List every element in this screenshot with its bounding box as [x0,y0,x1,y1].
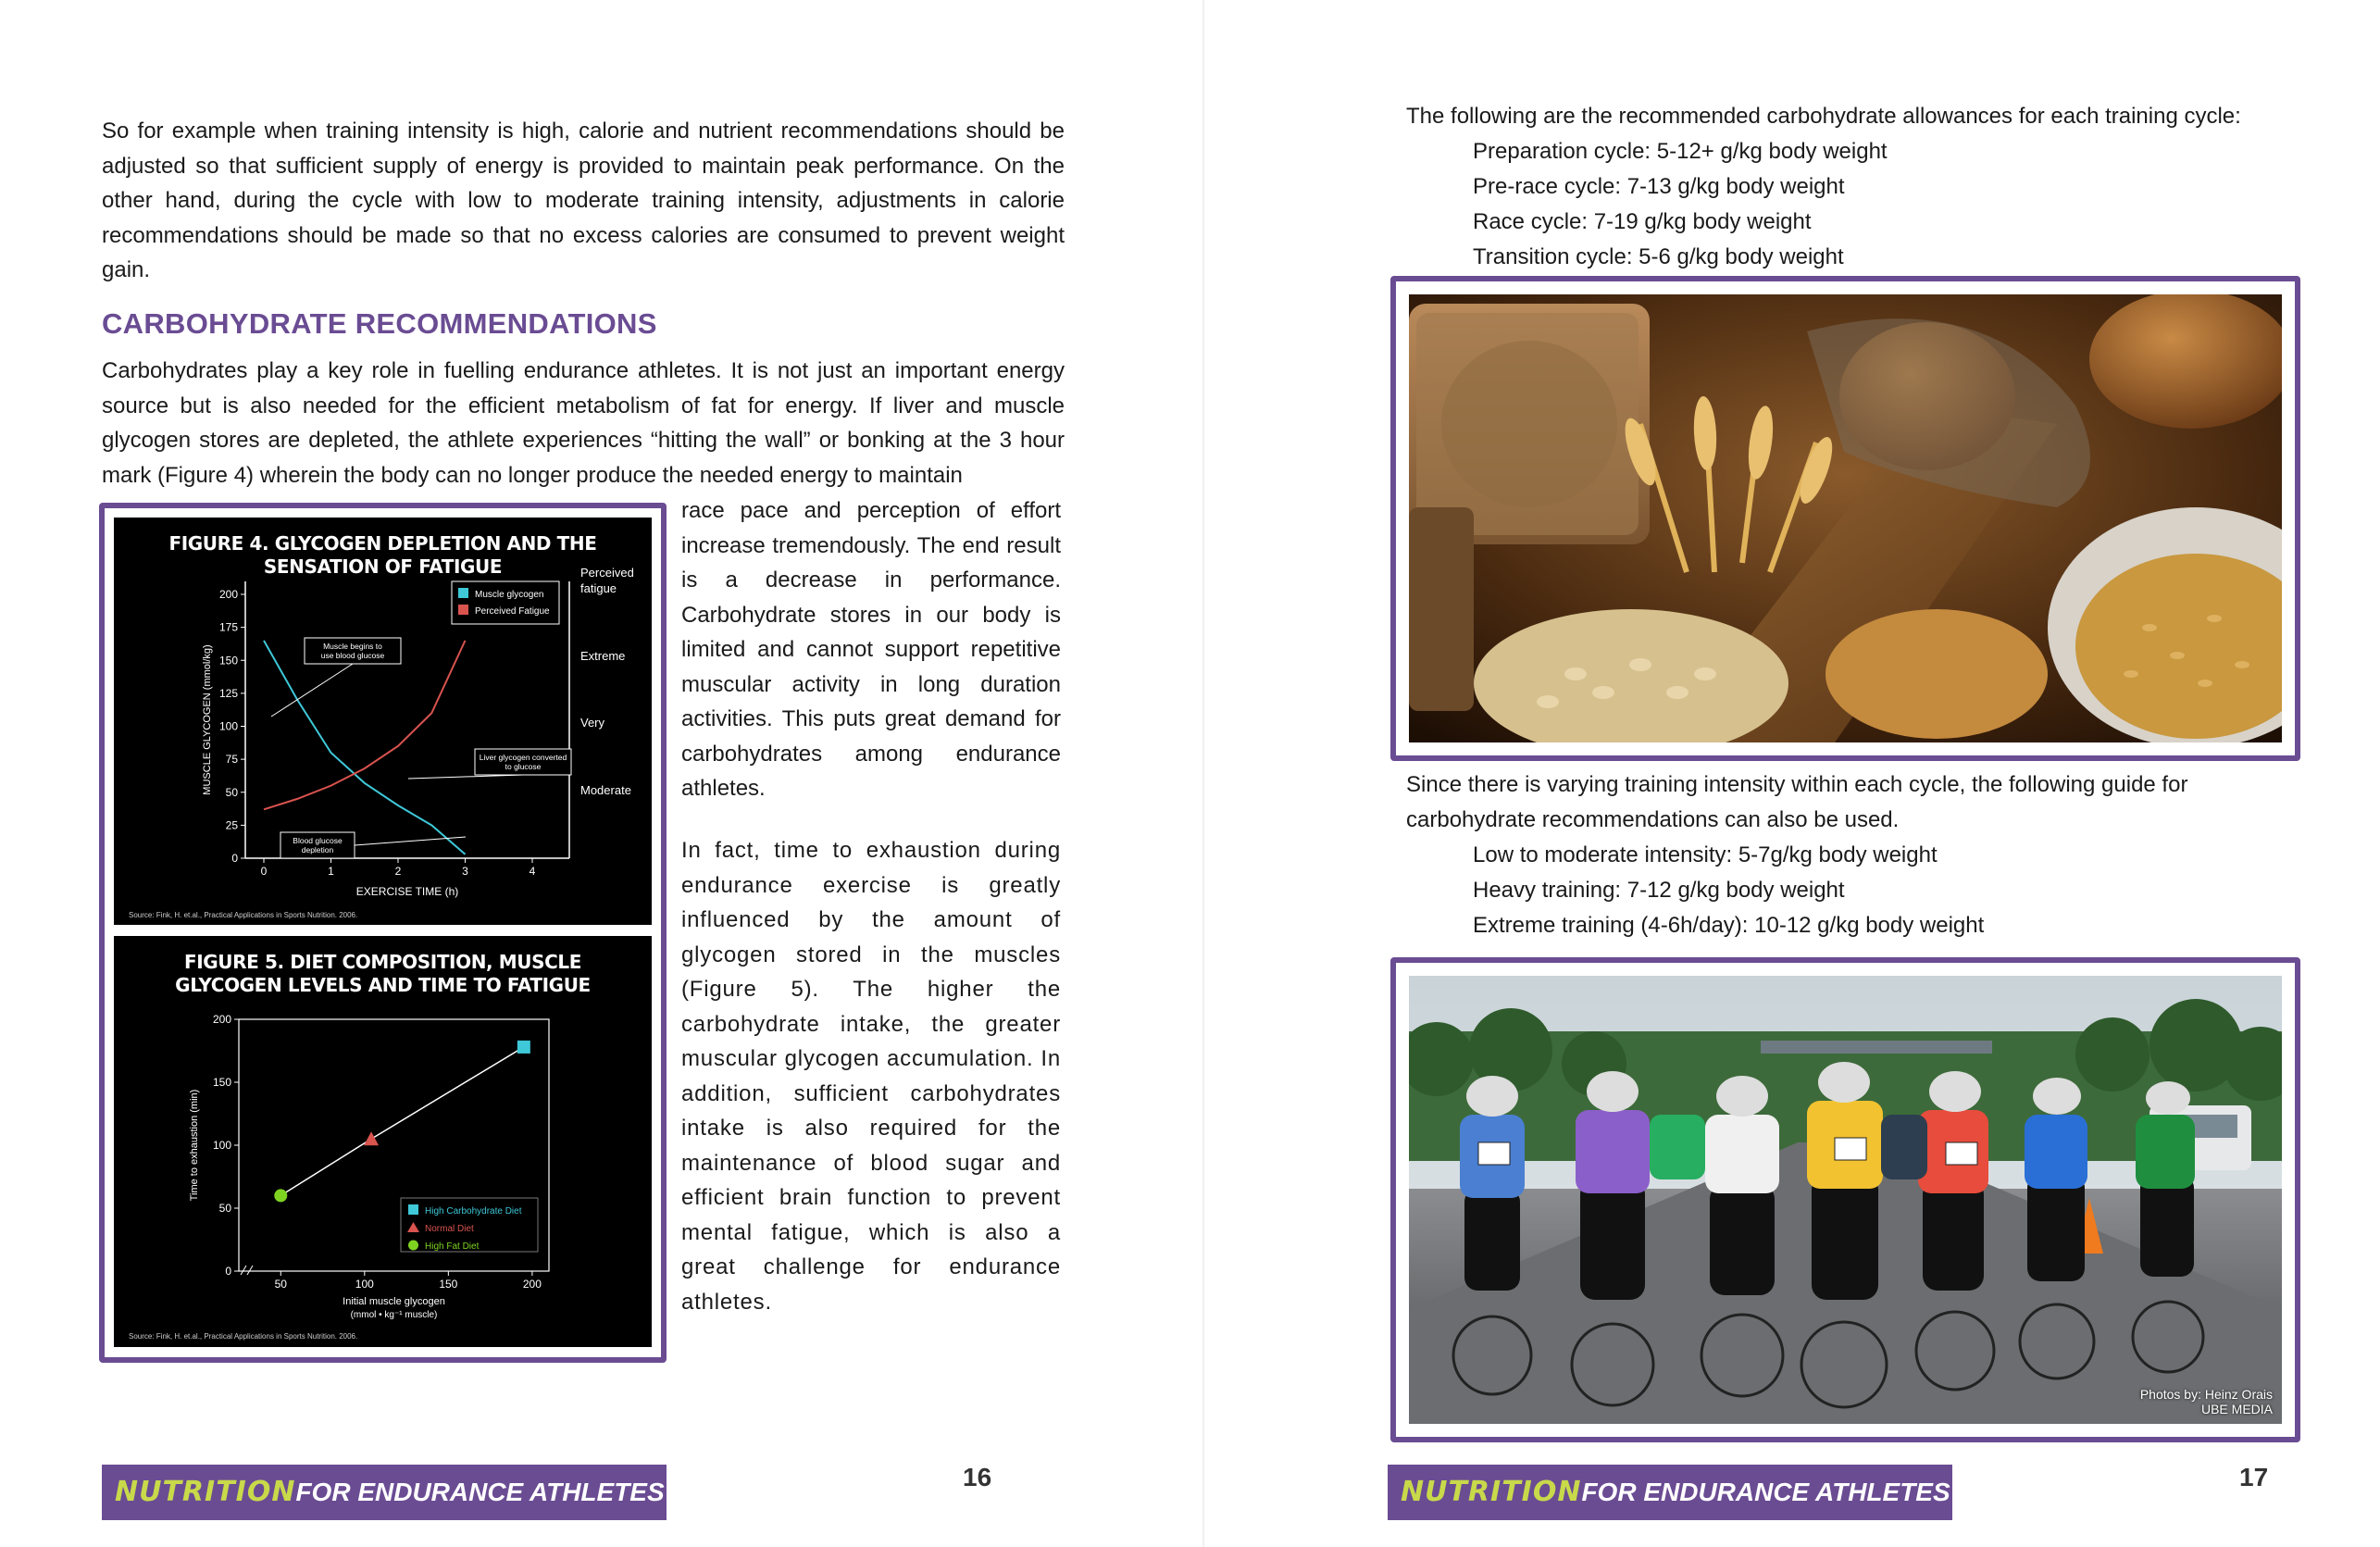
fig5-x-tick-label: 150 [439,1278,458,1291]
allowance-pre-race: Pre-race cycle: 7-13 g/kg body weight [1473,174,1845,199]
fig5-y-tick-label: 200 [212,1013,231,1026]
guide-extreme: Extreme training (4-6h/day): 10-12 g/kg body weight [1473,913,1985,938]
fig5-x-tick-label: 200 [522,1278,542,1291]
fig4-annotation-text: Muscle begins to use blood glucose [320,642,385,660]
fig5-point-normal [364,1131,379,1145]
figure-4-chart [114,518,652,925]
fig5-y-tick-label: 100 [212,1139,231,1152]
fig5-point-high-carb [517,1041,530,1054]
bread-photo-frame [1390,276,2300,761]
figure-4 [114,518,652,925]
guide-heavy: Heavy training: 7-12 g/kg body weight [1473,878,1845,903]
fig4-y-tick-label: 25 [225,818,238,832]
fig5-point-high-fat [274,1189,287,1202]
fig4-series-line [264,641,466,855]
fig5-y-axis-label: Time to exhaustion (min) [189,1089,200,1202]
carb-paragraph-top: Carbohydrates play a key role in fuelling endurance athletes. It is not just an important energy source but is also needed for the efficient metabolism of fat for energy. If liver and muscle glycogen stores are depleted, the athlete experiences “hitting the wall” or bonking at the 3 hour mark (Figure 4) wherein the body can no longer produce the needed energy to maintain [102,358,1065,488]
fig4-x-tick-label: 1 [328,865,334,878]
cyclists-photo [1409,976,2282,1424]
fig5-legend-label: Normal Diet [425,1224,474,1234]
right-page [1204,0,2380,1547]
fig5-x-tick-label: 100 [355,1278,374,1291]
figures-frame [99,503,667,1363]
figure-5-source: Source: Fink, H. et.al., Practical Applications in Sports Nutrition. 2006. [129,1332,358,1341]
footer-brand [115,1476,665,1508]
brand-rest-right: FOR ENDURANCE ATHLETES [1581,1478,1950,1506]
fig4-legend-swatch [458,588,468,598]
fig4-right-tick-label: Very [580,716,605,730]
cyclists-photo-frame [1390,957,2300,1442]
fig4-legend-label: Muscle glycogen [475,590,544,600]
footer-brand-right [1401,1476,1950,1508]
guide-low-moderate: Low to moderate intensity: 5-7g/kg body weight [1473,842,1938,867]
fig4-y-tick-label: 50 [225,785,238,799]
carb-paragraph-side: race pace and perception of effort increase tremendously. The end result is a decrease in performance. Carbohydrate stores in our body is limited and cannot support repetitive muscular activity in long duration activities. This puts great demand for carbohydrates among endurance athletes. [681,498,1061,801]
fig4-annotation-text: Blood glucose depletion [293,836,343,855]
bread-grains-image [1409,294,2282,742]
brand-rest: FOR ENDURANCE ATHLETES [295,1478,665,1506]
photo-credit [2140,1387,2273,1416]
allowance-race: Race cycle: 7-19 g/kg body weight [1473,209,1812,234]
figure-5-title: FIGURE 5. DIET COMPOSITION, MUSCLE GLYCOGEN LEVELS AND TIME TO FATIGUE [175,951,591,996]
fig4-annotation-pointer [271,664,353,717]
fig4-y-tick-label: 150 [218,654,238,667]
exhaustion-paragraph: In fact, time to exhaustion during endurance exercise is greatly influenced by the amount of glycogen stored in the muscles (Figure 5). The higher the carbohydrate intake, the greater muscular glycogen accumulation. In addition, sufficient carbohydrates intake is also required for the maintenance of blood sugar and efficient brain function to prevent mental fatigue, which is also a great challenge for endurance athletes. [681,838,1061,1315]
bread-grains-photo [1409,294,2282,742]
fig4-right-axis-label-2: fatigue [580,581,617,595]
fig5-trend-line [280,1047,524,1195]
fig4-y-axis-label: MUSCLE GLYCOGEN (mmol/kg) [202,644,213,795]
figure-4-source: Source: Fink, H. et.al., Practical Applications in Sports Nutrition. 2006. [129,911,358,919]
fig4-legend-box [452,581,559,624]
fig5-x-tick-label: 50 [274,1278,287,1291]
fig4-y-tick-label: 125 [218,686,238,700]
cyclists-image [1409,976,2282,1424]
fig4-x-tick-label: 4 [529,865,536,878]
fig4-y-tick-label: 175 [218,620,238,634]
fig4-x-tick-label: 2 [394,865,402,878]
fig4-legend-swatch [458,605,468,615]
page-number-16: 16 [963,1463,992,1491]
figure-5-chart [114,936,652,1347]
fig4-right-axis-label: Perceived [580,566,634,580]
intro-paragraph: So for example when training intensity is high, calorie and nutrient recommendations should be adjusted so that sufficient supply of energy is provided to maintain peak performance. On the other hand, during the cycle with low to moderate training intensity, adjustments in calorie recommendations should be made so that no excess calories are consumed to prevent weight gain. [102,119,1065,282]
allowances-intro: The following are the recommended carbohydrate allowances for each training cycle: [1406,104,2241,129]
fig4-y-tick-label: 0 [231,852,238,865]
fig5-x-axis-label: Initial muscle glycogen [343,1296,445,1307]
section-heading: CARBOHYDRATE RECOMMENDATIONS [102,307,657,340]
photo-credit-line2: UBE MEDIA [2200,1402,2273,1416]
guide-intro: Since there is varying training intensity within each cycle, the following guide for carbohydrate recommendations can also be used. [1406,772,2188,832]
footer-brand-bar-right [1388,1465,1952,1520]
fig5-axis-break [241,1266,253,1275]
allowance-preparation: Preparation cycle: 5-12+ g/kg body weight [1473,139,1888,164]
fig4-legend-label: Perceived Fatigue [475,606,550,617]
fig5-legend-swatch [408,1204,418,1215]
footer-brand-bar [102,1465,667,1520]
fig4-right-tick-label: Extreme [580,649,626,663]
fig4-y-tick-label: 75 [225,753,238,767]
fig5-x-axis-units: (mmol • kg⁻¹ muscle) [350,1310,438,1320]
fig4-y-tick-label: 200 [218,588,238,601]
figure-4-title: FIGURE 4. GLYCOGEN DEPLETION AND THE SENSATION OF FATIGUE [168,532,597,578]
photo-credit-line1: Photos by: Heinz Orais [2139,1387,2273,1402]
brand-bold-right: NUTRITION [1401,1476,1582,1508]
fig4-annotation-text: Liver glycogen converted to glucose [479,753,567,771]
page-number-17: 17 [2239,1463,2269,1491]
figure-5 [114,936,652,1347]
fig5-legend-label: High Fat Diet [425,1241,480,1252]
fig5-legend-swatch [408,1241,418,1251]
fig5-y-tick-label: 50 [218,1202,231,1215]
fig4-y-tick-label: 100 [218,719,238,733]
fig4-x-tick-label: 0 [260,865,268,878]
brand-bold: NUTRITION [115,1476,296,1508]
fig4-right-tick-label: Moderate [580,783,631,797]
fig5-y-tick-label: 150 [212,1076,231,1089]
allowance-transition: Transition cycle: 5-6 g/kg body weight [1473,244,1844,269]
fig4-annotation-pointer [408,775,523,779]
fig4-x-tick-label: 3 [462,865,468,878]
fig5-legend-label: High Carbohydrate Diet [425,1206,522,1216]
fig5-y-tick-label: 0 [225,1265,231,1278]
fig4-x-axis-label: EXERCISE TIME (h) [355,885,459,898]
